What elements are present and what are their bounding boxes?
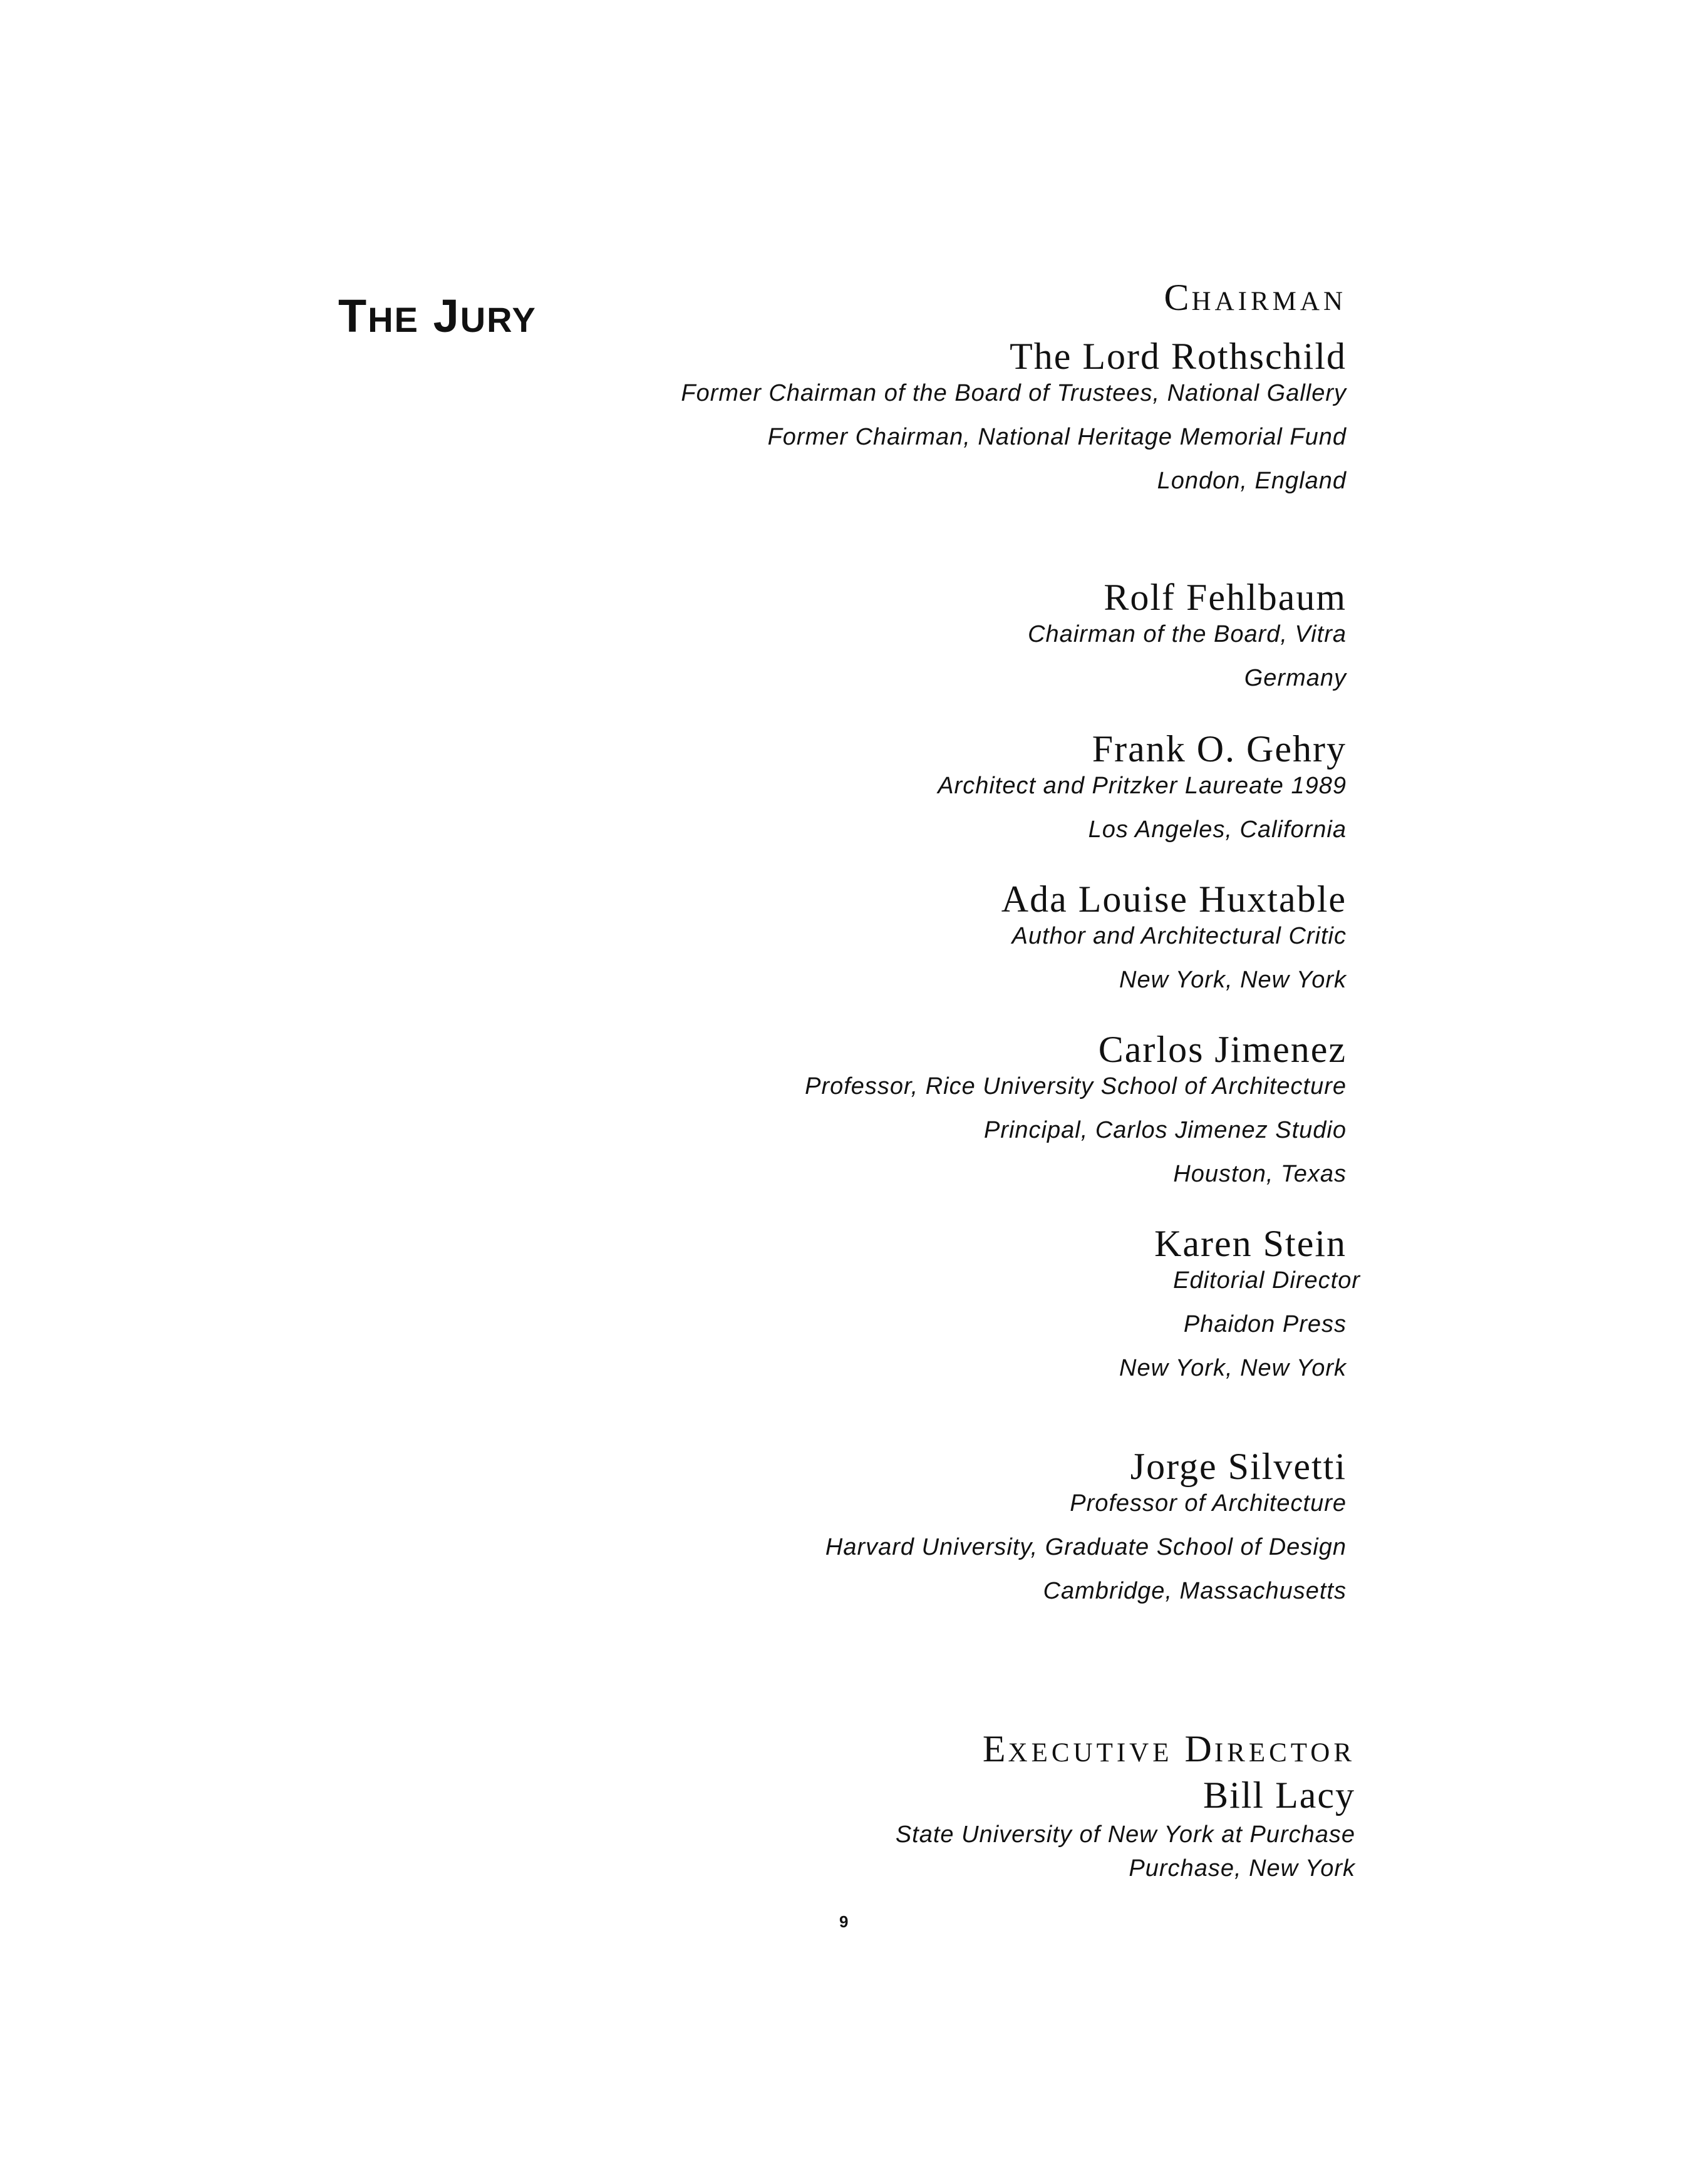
chairman-line-3: London, England — [1157, 468, 1347, 494]
jury-member-4 — [805, 1027, 1347, 1196]
executive-heading-rest-1: XECUTIVE — [1008, 1738, 1173, 1768]
member-line: Los Angeles, California — [1088, 816, 1347, 843]
member-line: Professor of Architecture — [1070, 1490, 1347, 1517]
executive-director-block — [896, 1727, 1355, 1885]
member-line: Harvard University, Graduate School of Design — [825, 1534, 1347, 1560]
executive-director-line-2: Purchase, New York — [1129, 1855, 1355, 1882]
member-name: Jorge Silvetti — [1130, 1446, 1347, 1487]
member-line: Author and Architectural Critic — [1011, 923, 1347, 949]
member-name: Ada Louise Huxtable — [1001, 878, 1347, 920]
executive-heading-initial-1: E — [982, 1728, 1008, 1769]
member-line: New York, New York — [1119, 1355, 1347, 1381]
page-title — [338, 289, 537, 343]
jury-member-5 — [1119, 1221, 1360, 1390]
page-number: 9 — [839, 1912, 849, 1931]
member-name: Rolf Fehlbaum — [1104, 577, 1347, 618]
chairman-heading — [681, 276, 1347, 324]
executive-heading-rest-2: IRECTOR — [1214, 1738, 1355, 1768]
member-name: Karen Stein — [1154, 1223, 1347, 1264]
title-rest-2: URY — [460, 300, 537, 339]
jury-member-6 — [825, 1444, 1347, 1613]
chairman-line-2: Former Chairman, National Heritage Memorial Fund — [767, 424, 1347, 450]
title-initial-2: J — [433, 290, 460, 342]
title-initial-1: T — [338, 290, 368, 342]
executive-heading — [896, 1727, 1355, 1775]
chairman-block — [681, 276, 1347, 503]
member-line: Cambridge, Massachusetts — [1043, 1578, 1347, 1604]
executive-director-line-1: State University of New York at Purchase — [895, 1821, 1355, 1848]
jury-member-3 — [1001, 877, 1347, 1002]
member-line: Professor, Rice University School of Architecture — [805, 1073, 1347, 1100]
executive-director-name: Bill Lacy — [1203, 1774, 1355, 1816]
executive-heading-initial-2: D — [1184, 1728, 1214, 1769]
jury-member-1 — [1028, 575, 1347, 700]
member-line: Chairman of the Board, Vitra — [1028, 621, 1347, 647]
member-line: Houston, Texas — [1173, 1161, 1347, 1187]
chairman-name: The Lord Rothschild — [1010, 336, 1347, 377]
chairman-heading-rest: HAIRMAN — [1191, 287, 1347, 316]
member-line: Architect and Pritzker Laureate 1989 — [938, 773, 1347, 799]
jury-member-2 — [938, 726, 1347, 852]
member-line: Phaidon Press — [1183, 1311, 1347, 1337]
chairman-line-1: Former Chairman of the Board of Trustees, National Gallery — [681, 380, 1347, 406]
title-rest-1: HE — [368, 300, 419, 339]
member-name: Frank O. Gehry — [1092, 728, 1347, 770]
member-name: Carlos Jimenez — [1098, 1029, 1347, 1070]
member-line: Germany — [1244, 665, 1347, 691]
chairman-heading-initial: C — [1164, 277, 1192, 318]
member-line: Editorial Director — [1173, 1267, 1360, 1294]
member-line: Principal, Carlos Jimenez Studio — [983, 1117, 1347, 1143]
member-line: New York, New York — [1119, 967, 1347, 993]
